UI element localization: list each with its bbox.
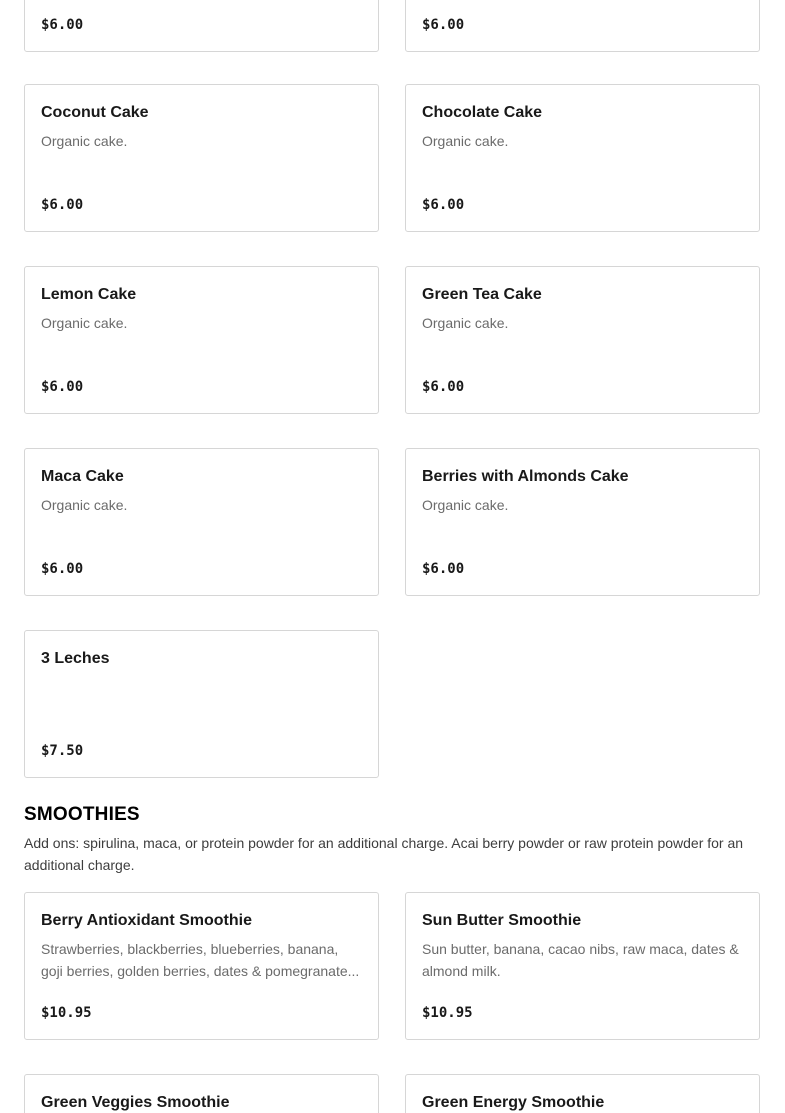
item-name: 3 Leches	[41, 650, 110, 667]
item-name: Green Tea Cake	[422, 286, 542, 303]
menu-item-card[interactable]	[405, 0, 760, 52]
menu-item-card[interactable]	[24, 84, 379, 232]
item-price: $6.00	[41, 197, 84, 213]
item-description: Organic cake.	[41, 315, 128, 331]
item-price: $6.00	[422, 197, 465, 213]
item-description: Strawberries, blackberries, blueberries, banana, goji berries, golden berries, dates & pomegranate...	[41, 941, 360, 979]
item-description: Organic cake.	[422, 133, 509, 149]
menu-item-card[interactable]	[405, 84, 760, 232]
menu-item-card[interactable]	[405, 266, 760, 414]
item-name: Lemon Cake	[41, 286, 137, 303]
menu-item-card[interactable]	[405, 1074, 760, 1113]
menu-item-card[interactable]	[24, 1074, 379, 1113]
item-description: Organic cake.	[422, 497, 509, 513]
item-description: Organic cake.	[41, 133, 128, 149]
menu-item-card[interactable]	[405, 448, 760, 596]
section-title: SMOOTHIES	[24, 804, 140, 825]
menu-item-card[interactable]	[405, 892, 760, 1040]
item-price: $6.00	[422, 561, 465, 577]
menu-item-card[interactable]	[24, 0, 379, 52]
item-price: $10.95	[41, 1005, 92, 1021]
item-price: $10.95	[422, 1005, 473, 1021]
menu-item-card[interactable]	[24, 630, 379, 778]
menu-item-card[interactable]	[24, 892, 379, 1040]
item-price: $6.00	[41, 561, 84, 577]
item-price: $7.50	[41, 743, 84, 759]
item-name: Chocolate Cake	[422, 104, 543, 121]
item-price: $6.00	[422, 17, 465, 33]
item-name: Maca Cake	[41, 468, 124, 485]
item-name: Berries with Almonds Cake	[422, 468, 629, 485]
item-name: Green Veggies Smoothie	[41, 1094, 230, 1111]
item-price: $6.00	[422, 379, 465, 395]
item-price: $6.00	[41, 379, 84, 395]
item-description: Organic cake.	[422, 315, 509, 331]
item-name: Berry Antioxidant Smoothie	[41, 912, 252, 929]
item-description: Organic cake.	[41, 497, 128, 513]
menu-item-card[interactable]	[24, 448, 379, 596]
menu-item-card[interactable]	[24, 266, 379, 414]
section-description: Add ons: spirulina, maca, or protein powder for an additional charge. Acai berry powder or raw protein powder for an additional charge.	[24, 835, 744, 873]
item-price: $6.00	[41, 17, 84, 33]
item-name: Sun Butter Smoothie	[422, 912, 582, 929]
item-name: Coconut Cake	[41, 104, 149, 121]
item-name: Green Energy Smoothie	[422, 1094, 605, 1111]
item-description: Sun butter, banana, cacao nibs, raw maca, dates & almond milk.	[422, 941, 739, 979]
